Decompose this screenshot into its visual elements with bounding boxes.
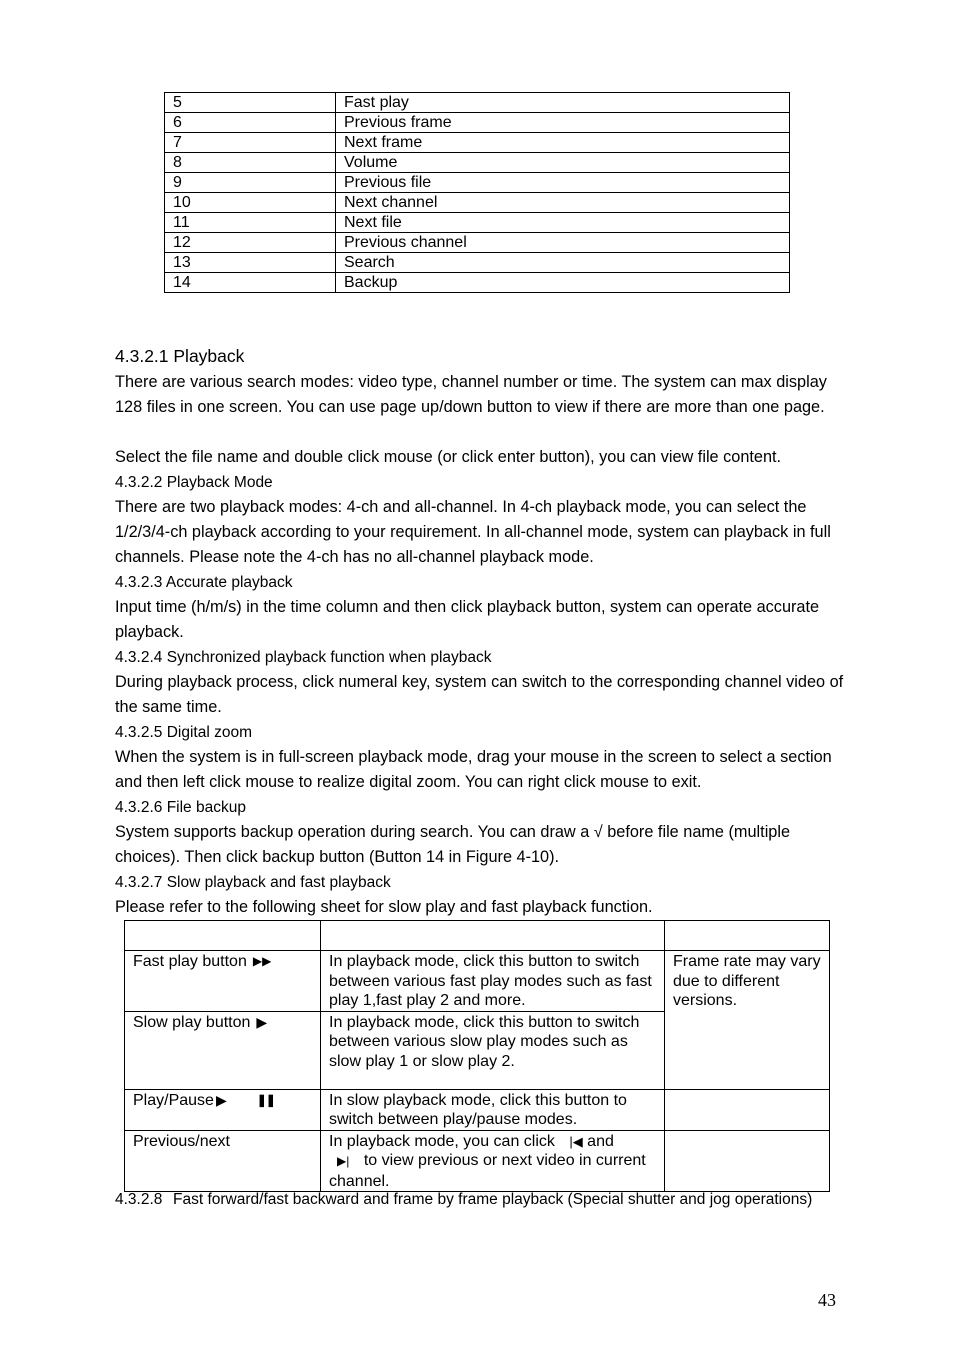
button-number-cell: 13: [165, 253, 336, 273]
play-pause-label-cell: Play/Pause ▶ ❚❚: [125, 1089, 321, 1130]
synchronized-playback-paragraph: During playback process, click numeral key, system can switch to the corresponding channel video of the same time.: [115, 673, 844, 716]
button-number-cell: 12: [165, 233, 336, 253]
button-function-cell: Next file: [336, 213, 790, 233]
button-number-cell: 6: [165, 113, 336, 133]
play-pause-desc-cell: In slow playback mode, click this button to switch between play/pause modes.: [321, 1089, 665, 1130]
table-row: [165, 193, 790, 213]
playback-function-table: [124, 920, 830, 1192]
previous-next-label-cell: Previous/next: [125, 1130, 321, 1192]
table-row: [165, 253, 790, 273]
button-function-cell: Backup: [336, 273, 790, 293]
button-function-cell: Previous frame: [336, 113, 790, 133]
pause-icon: ❚❚: [256, 1092, 275, 1107]
previous-icon: |◀: [569, 1133, 583, 1149]
section-number-8: 4.3.2.8: [115, 1191, 163, 1208]
button-function-cell: Next frame: [336, 133, 790, 153]
section-title-digital-zoom: 4.3.2.5 Digital zoom: [115, 724, 252, 741]
play-icon: ▶: [215, 1091, 227, 1108]
section-title-file-backup: 4.3.2.6 File backup: [115, 799, 246, 816]
button-number-cell: 5: [165, 93, 336, 113]
header-cell: [665, 921, 830, 951]
button-number-cell: 7: [165, 133, 336, 153]
playback-paragraph-2: Select the file name and double click mouse (or click enter button), you can view file content.: [115, 448, 782, 466]
section-title-playback: 4.3.2.1 Playback: [115, 346, 245, 366]
page-number: 43: [818, 1290, 836, 1310]
button-function-cell: Previous file: [336, 173, 790, 193]
button-function-cell: Volume: [336, 153, 790, 173]
button-number-cell: 8: [165, 153, 336, 173]
fast-play-label-cell: Fast play button ▶▶: [125, 951, 321, 1012]
button-function-cell: Previous channel: [336, 233, 790, 253]
frame-rate-note-cell: Frame rate may vary due to different versions.: [665, 951, 830, 1090]
button-function-cell: Search: [336, 253, 790, 273]
button-number-cell: 14: [165, 273, 336, 293]
table-row: [165, 273, 790, 293]
empty-cell: [665, 1130, 830, 1192]
button-number-cell: 10: [165, 193, 336, 213]
table-row: [165, 93, 790, 113]
table-row: [165, 133, 790, 153]
table-row: [165, 153, 790, 173]
section-title-synchronized-playback: 4.3.2.4 Synchronized playback function when playback: [115, 649, 492, 666]
next-icon: ▶|: [337, 1154, 350, 1168]
accurate-playback-paragraph: Input time (h/m/s) in the time column and then click playback button, system can operate accurate playback.: [115, 598, 820, 641]
previous-next-desc-cell: In playback mode, you can click |◀ and ▶| to view previous or next video in current channel.: [321, 1130, 665, 1192]
fast-play-desc-cell: In playback mode, click this button to switch between various fast play modes such as fast play 1,fast play 2 and more.: [321, 951, 665, 1012]
slow-play-label-cell: Slow play button ▶: [125, 1011, 321, 1089]
section-title-playback-mode: 4.3.2.2 Playback Mode: [115, 474, 273, 491]
empty-cell: [665, 1089, 830, 1130]
table-row: [165, 173, 790, 193]
header-cell: [125, 921, 321, 951]
playback-paragraph-1: There are various search modes: video type, channel number or time. The system can max display 128 files in one screen. You can use page up/down button to view if there are more than one page.: [115, 373, 827, 416]
button-number-cell: 11: [165, 213, 336, 233]
button-function-cell: Fast play: [336, 93, 790, 113]
slow-play-desc-cell: In playback mode, click this button to switch between various slow play modes such as slow play 1 or slow play 2.: [321, 1011, 665, 1089]
playback-mode-paragraph: There are two playback modes: 4-ch and all-channel. In 4-ch playback mode, you can select the 1/2/3/4-ch playback according to your requirement. In all-channel mode, system can playback in full channels. Please note the 4-ch has no all-channel playback mode.: [115, 498, 831, 566]
section-title-slow-fast-playback: 4.3.2.7 Slow playback and fast playback: [115, 874, 391, 891]
button-number-table: [164, 92, 790, 293]
play-icon: ▶: [256, 1013, 268, 1030]
digital-zoom-paragraph: When the system is in full-screen playback mode, drag your mouse in the screen to select a section and then left click mouse to realize digital zoom. You can right click mouse to exit.: [115, 748, 832, 791]
section-title-accurate-playback: 4.3.2.3 Accurate playback: [115, 574, 293, 591]
header-cell: [321, 921, 665, 951]
section-title-frame-playback: Fast forward/fast backward and frame by frame playback (Special shutter and jog operations): [173, 1191, 813, 1208]
fast-forward-icon: ▶▶: [252, 954, 272, 969]
file-backup-paragraph: System supports backup operation during search. You can draw a √ before file name (multiple choices). Then click backup button (Button 14 in Figure 4-10).: [115, 823, 791, 866]
table-row: [165, 233, 790, 253]
button-number-cell: 9: [165, 173, 336, 193]
table-row: [165, 113, 790, 133]
table-row: [165, 213, 790, 233]
slow-fast-playback-paragraph: Please refer to the following sheet for slow play and fast playback function.: [115, 898, 653, 916]
button-function-cell: Next channel: [336, 193, 790, 213]
